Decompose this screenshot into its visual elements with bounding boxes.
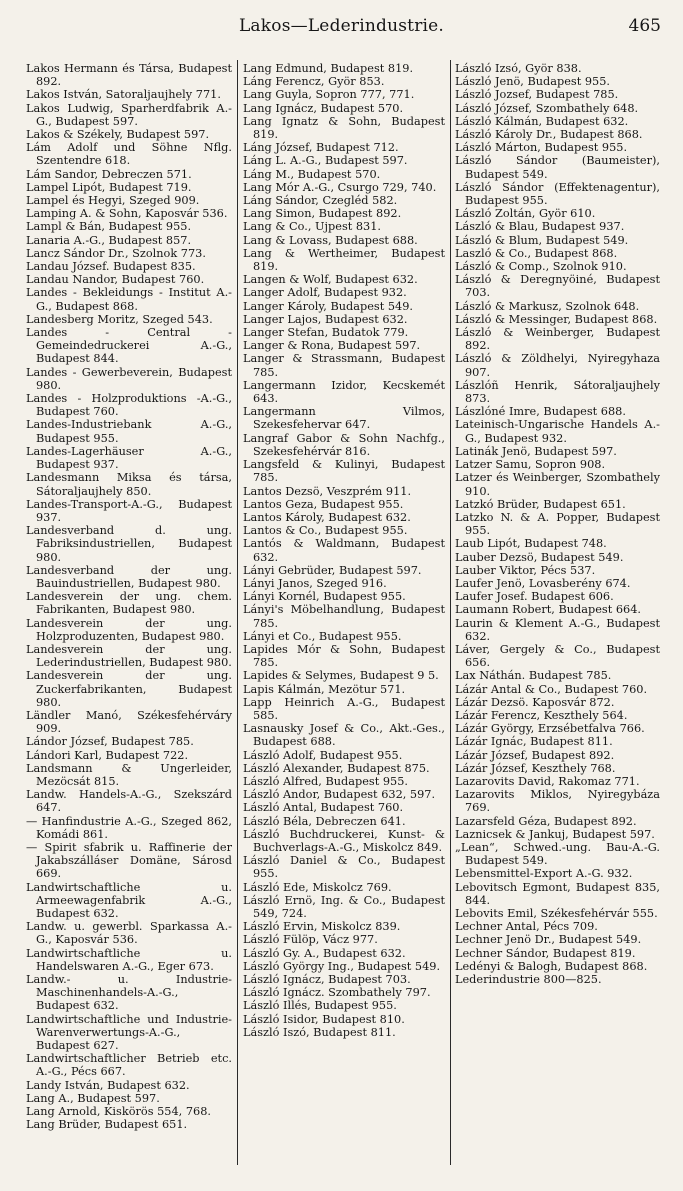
directory-entry: Langer & Rona, Budapest 597.	[243, 339, 421, 353]
directory-entry: László Márton, Budapest 955.	[455, 141, 628, 155]
directory-entry: Lázár Ignác, Budapest 811.	[455, 735, 613, 749]
directory-entry: Latzko N. & A. Popper, Budapest 955.	[455, 510, 660, 538]
directory-entry: Latzer Samu, Sopron 908.	[455, 458, 606, 472]
directory-entry: Lang & Co., Ujpest 831.	[243, 220, 382, 234]
directory-column-2	[243, 62, 445, 1162]
directory-entry: Lakos & Székely, Budapest 597.	[26, 128, 210, 142]
directory-entry: Langer Károly, Budapest 549.	[243, 299, 414, 313]
directory-entry: Lang Edmund, Budapest 819.	[243, 62, 414, 75]
directory-entry: Langermann Izidor, Kecskemét 643.	[243, 378, 445, 406]
directory-entry: László Alexander, Budapest 875.	[243, 761, 430, 775]
directory-entry: Lányi et Co., Budapest 955.	[243, 629, 402, 643]
directory-entry: Lantos Geza, Budapest 955.	[243, 497, 404, 511]
directory-entry: László Béla, Debreczen 641.	[243, 814, 406, 828]
directory-entry: Landwirtschaftliche u. Armeewagenfabrik A.-G., Budapest 632.	[26, 880, 232, 920]
directory-entry: Láng L. A.-G., Budapest 597.	[243, 154, 408, 168]
directory-entry: László Alfred, Budapest 955.	[243, 774, 408, 788]
directory-entry: László Izsó, Györ 838.	[455, 62, 582, 75]
column-divider	[450, 60, 451, 1165]
directory-entry: Landwirtschaftliche u. Handelswaren A.-G., Eger 673.	[26, 946, 232, 973]
directory-entry: László Iszó, Budapest 811.	[243, 1025, 396, 1039]
directory-entry: Langen & Wolf, Budapest 632.	[243, 273, 418, 287]
directory-entry: László Buchdruckerei, Kunst- & Buchverlags-A.-G., Miskolcz 849.	[243, 827, 445, 854]
directory-entry: Lebovits Emil, Székesfehérvár 555.	[455, 907, 658, 920]
directory-entry: Landesverein der ung. Holzproduzenten, Budapest 980.	[26, 616, 232, 643]
directory-entry: László Ede, Miskolcz 769.	[243, 880, 392, 894]
directory-entry: Laurin & Klement A.-G., Budapest 632.	[455, 616, 660, 643]
directory-entry: Lang Arnold, Kiskörös 554, 768.	[26, 1105, 211, 1119]
directory-entry: — Hanfindustrie A.-G., Szeged 862, Komádi 861.	[26, 814, 232, 841]
directory-entry: Lederindustrie 800—825.	[455, 973, 602, 987]
directory-entry: — Spirit sfabrik u. Raffinerie der Jakabszálláser Domäne, Sárosd 669.	[26, 840, 232, 881]
directory-entry: László & Weinberger, Budapest 892.	[455, 326, 660, 353]
directory-entry: Lászlóñ Henrik, Sátoraljaujhely 873.	[455, 378, 660, 406]
directory-entry: Lax Náthán. Budapest 785.	[455, 669, 612, 683]
directory-entry: László György Ing., Budapest 549.	[243, 959, 441, 973]
directory-entry: Landes-Transport-A.-G., Budapest 937.	[26, 497, 232, 524]
directory-entry: László Sándor (Baumeister), Budapest 549.	[455, 154, 660, 181]
directory-entry: Landau Nandor, Budapest 760.	[26, 273, 205, 287]
directory-entry: László Jozsef, Budapest 785.	[455, 88, 619, 102]
directory-entry: László Zoltán, Györ 610.	[455, 207, 596, 221]
directory-entry: Lang & Lovass, Budapest 688.	[243, 233, 418, 247]
directory-entry: Landesverein der ung. chem. Fabrikanten, Budapest 980.	[26, 590, 232, 617]
directory-entry: László Isidor, Budapest 810.	[243, 1012, 405, 1026]
directory-entry: Lakos Ludwig, Sparherdfabrik A.-G., Budapest 597.	[26, 101, 232, 128]
directory-entry: Lang A., Budapest 597.	[26, 1091, 160, 1105]
directory-entry: Landes - Bekleidungs - Institut A.-G., Budapest 868.	[26, 286, 232, 313]
directory-entry: Lakos Hermann és Társa, Budapest 892.	[26, 62, 232, 89]
directory-entry: Ländler Manó, Székesfehérváry 909.	[26, 708, 232, 736]
directory-entry: Langer Stefan, Budatok 779.	[243, 326, 409, 340]
directory-entry: Landy István, Budapest 632.	[26, 1078, 190, 1092]
directory-entry: Lang Mór A.-G., Csurgo 729, 740.	[243, 180, 437, 194]
directory-entry: Láng M., Budapest 570.	[243, 167, 381, 181]
directory-entry: László & Zöldhelyi, Nyiregyhaza 907.	[455, 352, 660, 379]
directory-entry: Lázár József, Budapest 892.	[455, 748, 615, 762]
directory-entry: Lám Adolf und Söhne Nflg. Szentendre 618.	[26, 141, 232, 168]
directory-entry: László Fülöp, Vácz 977.	[243, 933, 378, 947]
directory-entry: Lazarovits David, Rakomaz 771.	[455, 774, 640, 788]
directory-entry: Lang & Wertheimer, Budapest 819.	[243, 246, 445, 274]
directory-entry: Láver, Gergely & Co., Budapest 656.	[455, 642, 660, 670]
directory-entry: László József, Szombathely 648.	[455, 101, 639, 115]
directory-entry: Lanaria A.-G., Budapest 857.	[26, 233, 192, 247]
directory-entry: Langer Adolf, Budapest 932.	[243, 286, 407, 300]
directory-entry: Landes - Gewerbeverein, Budapest 980.	[26, 365, 232, 392]
directory-entry: László & Blum, Budapest 549.	[455, 233, 629, 247]
directory-entry: Lamping A. & Sohn, Kaposvár 536.	[26, 207, 228, 221]
directory-entry: László Andor, Budapest 632, 597.	[243, 788, 436, 802]
directory-entry: Landw.- u. Industrie-Maschinenhandels-A.-G., Budapest 632.	[26, 973, 232, 1013]
directory-entry: Lányi Gebrüder, Budapest 597.	[243, 563, 422, 577]
directory-entry: Lang Guyla, Sopron 777, 771.	[243, 88, 415, 102]
directory-entry: Ledényi & Balogh, Budapest 868.	[455, 959, 648, 973]
directory-entry: Lapp Heinrich A.-G., Budapest 585.	[243, 695, 445, 722]
directory-entry: Landesmann Miksa és társa, Sátoraljaujhely 850.	[26, 471, 232, 498]
directory-entry: Langermann Vilmos, Szekesfehervar 647.	[243, 405, 445, 432]
directory-entry: Lázár József, Keszthely 768.	[455, 761, 616, 775]
directory-entry: Lauber Viktor, Pécs 537.	[455, 563, 596, 577]
directory-entry: Landes - Central - Gemeindedruckerei A.-G., Budapest 844.	[26, 326, 232, 366]
directory-entry: Landw. u. gewerbl. Sparkassa A.-G., Kaposvár 536.	[26, 920, 232, 947]
directory-entry: Langsfeld & Kulinyi, Budapest 785.	[243, 458, 445, 485]
directory-entry: Lantós & Waldmann, Budapest 632.	[243, 537, 445, 564]
directory-entry: Lampl & Bán, Budapest 955.	[26, 220, 192, 234]
directory-entry: Lateinisch-Ungarische Handels A.-G., Budapest 932.	[455, 418, 660, 445]
directory-entry: Laub Lipót, Budapest 748.	[455, 537, 607, 551]
directory-entry: Lándor József, Budapest 785.	[26, 735, 194, 749]
directory-entry: László Jenö, Budapest 955.	[455, 75, 611, 89]
directory-entry: Lechner Antal, Pécs 709.	[455, 920, 598, 934]
directory-entry: László Ignácz. Szombathely 797.	[243, 986, 431, 1000]
directory-entry: Lampel Lipót, Budapest 719.	[26, 180, 192, 194]
directory-entry: Lasnausky Josef & Co., Akt.-Ges., Budapest 688.	[243, 722, 445, 749]
directory-entry: Laufer Josef. Budapest 606.	[455, 590, 614, 604]
directory-entry: László & Comp., Szolnok 910.	[455, 260, 627, 274]
directory-entry: Lang Simon, Budapest 892.	[243, 207, 402, 221]
directory-entry: Landw. Handels-A.-G., Szekszárd 647.	[26, 788, 232, 815]
directory-entry: Lányi Janos, Szeged 916.	[243, 576, 387, 590]
directory-entry: László Daniel & Co., Budapest 955.	[243, 854, 445, 881]
directory-entry: Landes - Holzproduktions -A.-G., Budapest 760.	[26, 392, 232, 419]
directory-entry: Lechner Sándor, Budapest 819.	[455, 946, 636, 960]
directory-entry: Landau József. Budapest 835.	[26, 260, 196, 274]
directory-entry: László & Messinger, Budapest 868.	[455, 312, 658, 326]
directory-entry: Latinák Jenö, Budapest 597.	[455, 444, 617, 458]
directory-entry: Landwirtschaftliche und Industrie-Warenverwertungs-A.-G., Budapest 627.	[26, 1012, 232, 1053]
directory-entry: László Sándor (Effektenagentur), Budapest 955.	[455, 180, 660, 208]
directory-entry: Lang Ignatz & Sohn, Budapest 819.	[243, 114, 445, 142]
directory-entry: Landesverein der ung. Zuckerfabrikanten, Budapest 980.	[26, 669, 232, 709]
directory-entry: Lantos Károly, Budapest 632.	[243, 510, 411, 524]
directory-entry: Lantos & Co., Budapest 955.	[243, 524, 408, 538]
directory-entry: Lázár Dezsö. Kaposvár 872.	[455, 695, 615, 709]
directory-entry: Landwirtschaftlicher Betrieb etc. A.-G., Pécs 667.	[26, 1052, 232, 1079]
directory-entry: Lazarovits Miklos, Nyiregybáza 769.	[455, 788, 660, 815]
directory-entry: Lancz Sándor Dr., Szolnok 773.	[26, 246, 206, 260]
directory-entry: Laufer Jenö, Lovasberény 674.	[455, 576, 631, 590]
directory-entry: Laznicsek & Jankuj, Budapest 597.	[455, 827, 655, 841]
directory-entry: Landesverband d. ung. Fabriksindustriellen, Budapest 980.	[26, 524, 232, 564]
directory-entry: Lándori Karl, Budapest 722.	[26, 748, 189, 762]
directory-entry: László Ernö, Ing. & Co., Budapest 549, 724.	[243, 893, 445, 920]
page-number: 465	[628, 16, 661, 36]
directory-entry: Langer & Strassmann, Budapest 785.	[243, 352, 445, 379]
directory-entry: Landesverband der ung. Bauindustriellen, Budapest 980.	[26, 563, 232, 590]
directory-column-3	[455, 62, 660, 1162]
directory-entry: Lázár Antal & Co., Budapest 760.	[455, 682, 648, 696]
directory-entry: Latzkó Brüder, Budapest 651.	[455, 497, 626, 511]
directory-entry: László & Markusz, Szolnok 648.	[455, 299, 640, 313]
directory-entry: Lapis Kálmán, Mezötur 571.	[243, 682, 406, 696]
directory-entry: Lantos Dezsö, Veszprém 911.	[243, 484, 412, 498]
directory-entry: Láng Ferencz, Györ 853.	[243, 75, 385, 89]
directory-entry: Latzer és Weinberger, Szombathely 910.	[455, 471, 660, 498]
directory-entry: Landes-Lagerhäuser A.-G., Budapest 937.	[26, 444, 232, 472]
directory-entry: Lázár Ferencz, Keszthely 564.	[455, 708, 628, 722]
directory-entry: Landes-Industriebank A.-G., Budapest 955.	[26, 418, 232, 445]
directory-entry: Lang Ignácz, Budapest 570.	[243, 101, 404, 115]
directory-entry: Langraf Gabor & Sohn Nachfg., Szekesfehérvár 816.	[243, 431, 445, 458]
directory-entry: Lányi's Möbelhandlung, Budapest 785.	[243, 603, 445, 630]
directory-entry: Lang Brüder, Budapest 651.	[26, 1118, 188, 1132]
directory-entry: Lampel és Hegyi, Szeged 909.	[26, 194, 200, 208]
directory-entry: Lakos István, Satoraljaujhely 771.	[26, 88, 221, 102]
directory-entry: László Ervin, Miskolcz 839.	[243, 920, 401, 934]
directory-entry: Lám Sandor, Debreczen 571.	[26, 167, 192, 181]
directory-entry: Láng József, Budapest 712.	[243, 141, 399, 155]
directory-entry: Landsmann & Ungerleider, Mezöcsát 815.	[26, 761, 232, 788]
directory-entry: Lapides & Selymes, Budapest 9 5.	[243, 669, 439, 683]
directory-entry: Lázár György, Erzsébetfalva 766.	[455, 722, 645, 736]
directory-entry: László Kálmán, Budapest 632.	[455, 114, 629, 128]
directory-entry: Lechner Jenö Dr., Budapest 549.	[455, 933, 642, 947]
directory-entry: Landesberg Moritz, Szeged 543.	[26, 312, 213, 326]
directory-entry: László Gy. A., Budapest 632.	[243, 946, 406, 960]
directory-entry: Láng Sándor, Czegléd 582.	[243, 194, 398, 208]
directory-entry: Lászlóné Imre, Budapest 688.	[455, 405, 626, 419]
directory-entry: Landesverein der ung. Lederindustriellen, Budapest 980.	[26, 642, 232, 670]
directory-entry: Lapides Mór & Sohn, Budapest 785.	[243, 642, 445, 670]
directory-entry: László & Blau, Budapest 937.	[455, 220, 625, 234]
directory-entry: Laszló & Co., Budapest 868.	[455, 246, 618, 260]
directory-entry: Lányi Kornél, Budapest 955.	[243, 590, 406, 604]
page-header	[22, 14, 661, 40]
directory-entry: László Antal, Budapest 760.	[243, 801, 404, 815]
directory-entry: Laumann Robert, Budapest 664.	[455, 603, 641, 617]
directory-entry: László Károly Dr., Budapest 868.	[455, 128, 643, 142]
directory-entry: László Ignácz, Budapest 703.	[243, 973, 411, 987]
directory-entry: „Lean“, Schwed.-ung. Bau-A.-G. Budapest 549.	[455, 840, 660, 868]
directory-entry: Langer Lajos, Budapest 632.	[243, 312, 408, 326]
directory-entry: Lebovitsch Egmont, Budapest 835, 844.	[455, 880, 660, 907]
directory-entry: Lebensmittel-Export A.-G. 932.	[455, 867, 633, 881]
column-divider	[237, 60, 238, 1165]
directory-entry: László Illés, Budapest 955.	[243, 999, 397, 1013]
directory-entry: László Adolf, Budapest 955.	[243, 748, 403, 762]
directory-entry: Lauber Dezsö, Budapest 549.	[455, 550, 624, 564]
directory-entry: Lazarsfeld Géza, Budapest 892.	[455, 814, 637, 828]
page-title: Lakos—Lederindustrie.	[238, 16, 445, 36]
directory-column-1	[26, 62, 232, 1162]
directory-entry: László & Deregnyöiné, Budapest 703.	[455, 273, 660, 300]
